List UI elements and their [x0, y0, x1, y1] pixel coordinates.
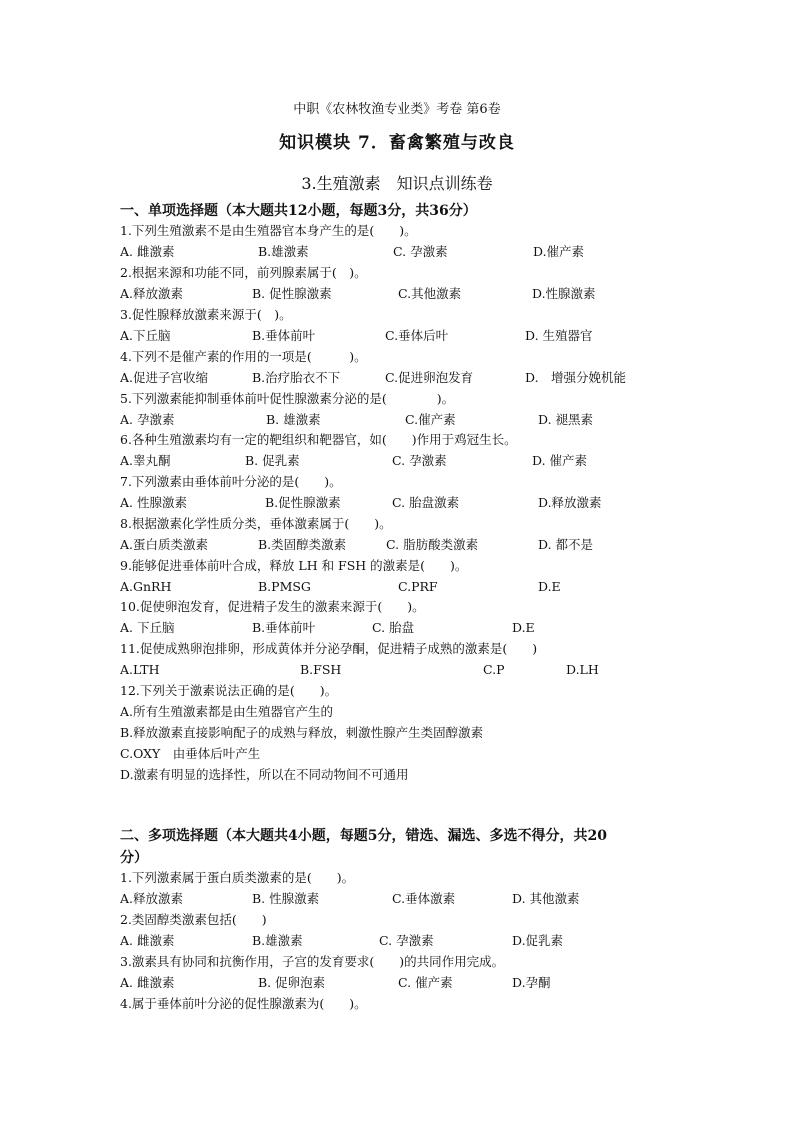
option-c: C.PRF	[398, 579, 438, 594]
option-d: D.激素有明显的选择性，所以在不同动物间不可通用	[120, 767, 409, 782]
question-stem: 10.促使卵泡发育，促进精子发生的激素来源于( )。	[120, 599, 425, 614]
option-d: D.E	[512, 620, 535, 635]
section2-title: 二、多项选择题（本大题共4小题，每题5分，错选、漏选、多选不得分，共20	[120, 828, 607, 844]
option-c: C.垂体后叶	[385, 328, 449, 343]
option-c: C. 脂肪酸类激素	[386, 537, 479, 552]
option-b: B.雄激素	[252, 933, 303, 948]
question-stem: 2.类固醇类激素包括( )	[120, 912, 267, 927]
option-d: D. 增强分娩机能	[525, 370, 627, 385]
option-c: C.催产素	[405, 412, 456, 427]
section1-title: 一、单项选择题（本大题共12小题，每题3分，共36分）	[120, 203, 477, 219]
option-b: B. 雄激素	[266, 412, 321, 427]
option-d: D.LH	[566, 662, 599, 677]
option-b: B.雄激素	[258, 244, 309, 259]
option-c: C. 胎盘激素	[392, 495, 460, 510]
option-a: A.下丘脑	[120, 328, 171, 343]
option-a: A.释放激素	[120, 891, 184, 906]
option-c: C. 催产素	[398, 975, 453, 990]
option-a: A. 雌激素	[120, 244, 175, 259]
question-stem: 1.下列激素属于蛋白质类激素的是( )。	[120, 870, 355, 885]
question-stem: 11.促使成熟卵泡排卵，形成黄体并分泌孕酮，促进精子成熟的激素是( )	[120, 641, 538, 656]
question-stem: 9.能够促进垂体前叶合成，释放 LH 和 FSH 的激素是( )。	[120, 558, 468, 573]
option-d: D. 褪黑素	[538, 412, 594, 427]
option-a: A.促进子宫收缩	[120, 370, 209, 385]
question-stem: 3.促性腺释放激素来源于( )。	[120, 307, 292, 322]
option-b: B. 促乳素	[245, 453, 300, 468]
option-d: D. 其他激素	[512, 891, 580, 906]
option-c: C. 孕激素	[393, 244, 448, 259]
option-b: B. 促性腺激素	[252, 286, 332, 301]
option-c: C. 孕激素	[379, 933, 434, 948]
option-a: A. 下丘脑	[120, 620, 175, 635]
option-c: C. 孕激素	[392, 453, 447, 468]
option-a: A.蛋白质类激素	[120, 537, 209, 552]
option-c: C.OXY 由垂体后叶产生	[120, 746, 261, 761]
option-c: C.促进卵泡发育	[385, 370, 474, 385]
option-b: B.促性腺激素	[265, 495, 341, 510]
question-stem: 4.属于垂体前叶分泌的促性腺激素为( )。	[120, 996, 367, 1011]
question-stem: 5.下列激素能抑制垂体前叶促性腺激素分泌的是( )。	[120, 391, 455, 406]
question-stem: 12.下列关于激素说法正确的是( )。	[120, 683, 338, 698]
option-b: B.FSH	[300, 662, 342, 677]
option-c: C. 胎盘	[372, 620, 415, 635]
option-d: D.性腺激素	[532, 286, 596, 301]
question-stem: 4.下列不是催产素的作用的一项是( )。	[120, 349, 367, 364]
option-a: A. 雌激素	[120, 933, 175, 948]
question-stem: 1.下列生殖激素不是由生殖器官本身产生的是( )。	[120, 223, 417, 238]
question-stem: 6.各种生殖激素均有一定的靶组织和靶器官，如( )作用于鸡冠生长。	[120, 432, 517, 447]
option-d: D. 生殖器官	[525, 328, 593, 343]
worksheet-subtitle: 3.生殖激素 知识点训练卷	[301, 174, 493, 193]
option-d: D.促乳素	[512, 933, 564, 948]
section2-title-cont: 分）	[120, 850, 148, 866]
option-b: B. 促卵泡素	[258, 975, 326, 990]
option-a: A.LTH	[120, 662, 160, 677]
question-stem: 3.激素具有协同和抗衡作用，子宫的发育要求( )的共同作用完成。	[120, 954, 505, 969]
module-title: 知识模块 7．畜禽繁殖与改良	[279, 133, 515, 153]
option-d: D.E	[538, 579, 561, 594]
option-d: D. 催产素	[532, 453, 588, 468]
option-d: D.催产素	[533, 244, 585, 259]
question-stem: 2.根据来源和功能不同，前列腺素属于( )。	[120, 265, 367, 280]
question-stem: 7.下列激素由垂体前叶分泌的是( )。	[120, 474, 342, 489]
option-b: B.治疗胎衣不下	[252, 370, 341, 385]
option-a: A.GnRH	[120, 579, 172, 594]
question-stem: 8.根据激素化学性质分类，垂体激素属于( )。	[120, 516, 392, 531]
option-c: C.其他激素	[398, 286, 462, 301]
option-a: A. 雌激素	[120, 975, 175, 990]
option-b: B.垂体前叶	[252, 620, 316, 635]
option-a: A. 性腺激素	[120, 495, 187, 510]
option-a: A. 孕激素	[120, 412, 175, 427]
option-d: D.孕酮	[512, 975, 551, 990]
option-b: B.PMSG	[258, 579, 311, 594]
option-b: B.垂体前叶	[252, 328, 316, 343]
option-a: A.睾丸酮	[120, 453, 171, 468]
option-a: A.释放激素	[120, 286, 184, 301]
option-a: A.所有生殖激素都是由生殖器官产生的	[120, 704, 334, 719]
option-b: B.类固醇类激素	[258, 537, 347, 552]
option-c: C.P	[483, 662, 505, 677]
option-c: C.垂体激素	[392, 891, 456, 906]
option-b: B. 性腺激素	[252, 891, 320, 906]
option-b: B.释放激素直接影响配子的成熟与释放，刺激性腺产生类固醇激素	[120, 725, 484, 740]
option-d: D.释放激素	[538, 495, 602, 510]
exam-header: 中职《农林牧渔专业类》考卷 第6卷	[293, 102, 501, 117]
option-d: D. 都不是	[538, 537, 594, 552]
